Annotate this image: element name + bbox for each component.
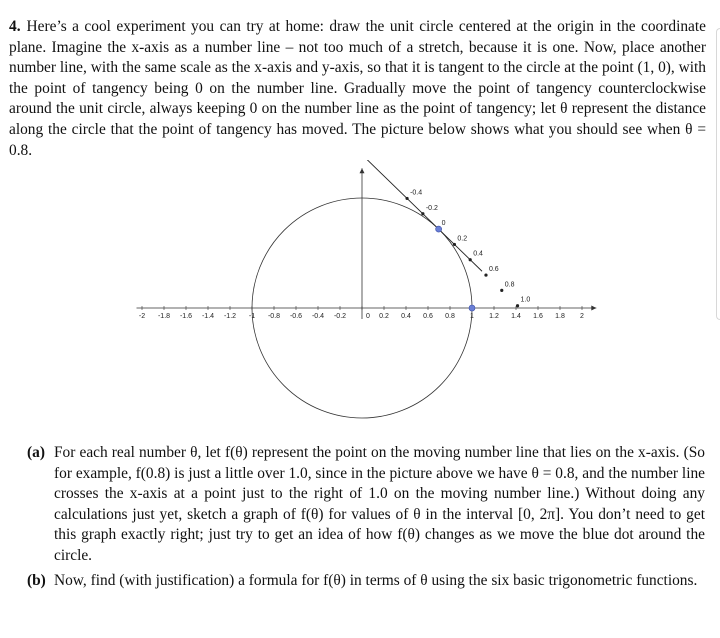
tangent-tick-label: 0.4 bbox=[473, 250, 483, 258]
problem-number: 4. bbox=[9, 18, 21, 35]
x-axis-tick-label: 1.6 bbox=[533, 313, 543, 320]
x-axis-tick-label: -0.8 bbox=[267, 313, 281, 320]
tangent-tick bbox=[421, 212, 424, 215]
part-b-label: (b) bbox=[27, 572, 46, 589]
tangent-tick-label: 1.0 bbox=[520, 296, 531, 304]
y-axis-arrow bbox=[360, 168, 365, 173]
tangent-tick bbox=[484, 273, 487, 276]
tangent-tick bbox=[405, 197, 408, 200]
unit-circle-figure bbox=[125, 160, 615, 440]
x-axis-tick-label: 0 bbox=[366, 313, 370, 320]
x-axis-tick-label: -0.2 bbox=[333, 313, 347, 320]
tangency-point bbox=[436, 226, 442, 232]
part-a-text: For each real number θ, let f(θ) represent the point on the moving number line that lies on the x-axis. (So for example, f(0.8) is just a little over 1.0, since in the picture above we have θ = 0.8, and the number line crosses the x-axis at a point just to the right of 1.0 on the moving number line.) Without doing any calculations just yet, sketch a graph of f(θ) for values of θ in the interval [0, 2π]. You don’t need to get this graph exactly right; just try to get an idea of how f(θ) changes as we move the blue dot around the circle. bbox=[54, 444, 705, 564]
part-a-label: (a) bbox=[27, 444, 45, 461]
x-axis-tick-label: -0.6 bbox=[289, 313, 303, 320]
part-b-text: Now, find (with justification) a formula for f(θ) in terms of θ using the six basic trigonometric functions. bbox=[54, 572, 698, 589]
tangent-tick-label: 0.2 bbox=[457, 235, 468, 243]
x-axis-tick-label: -2 bbox=[138, 313, 146, 320]
blue-points bbox=[436, 226, 475, 311]
part-a bbox=[27, 443, 705, 567]
tangent-tick bbox=[500, 289, 503, 292]
start-point bbox=[469, 305, 475, 311]
x-axis-tick-label: -1 bbox=[248, 313, 256, 320]
tangent-tick bbox=[469, 258, 472, 261]
x-axis-tick-label: -1.4 bbox=[201, 313, 215, 320]
x-axis-tick-label: 2 bbox=[580, 313, 584, 320]
x-axis-tick-label: 1 bbox=[470, 313, 474, 320]
x-axis-arrow bbox=[591, 306, 596, 311]
x-axis-tick-label: 1.2 bbox=[489, 313, 499, 320]
tangent-tick-label: -0.4 bbox=[410, 189, 423, 197]
x-axis-tick-label: 1.4 bbox=[511, 313, 521, 320]
scrollbar-edge bbox=[716, 28, 720, 320]
tangent-tick-label: 0 bbox=[441, 220, 446, 228]
x-axis-tick-label: 0.8 bbox=[445, 313, 455, 320]
part-b bbox=[27, 571, 705, 592]
x-axis-tick-label: -1.8 bbox=[157, 313, 171, 320]
problem-statement bbox=[9, 17, 706, 161]
tangent-tick-label: -0.2 bbox=[425, 204, 438, 212]
tangent-line bbox=[298, 160, 482, 271]
tangent-line-labels bbox=[405, 189, 530, 307]
x-axis-tick-label: -1.2 bbox=[223, 313, 237, 320]
x-axis-tick-label: -0.4 bbox=[311, 313, 325, 320]
x-axis-tick-label: -1.6 bbox=[179, 313, 193, 320]
x-axis-tick-label: 0.2 bbox=[379, 313, 389, 320]
tangent-tick bbox=[516, 304, 519, 307]
tangent-number-line bbox=[298, 160, 482, 271]
x-axis-tick-label: 0.4 bbox=[401, 313, 411, 320]
tangent-tick-label: 0.8 bbox=[504, 281, 515, 289]
x-axis-tick-label: 0.6 bbox=[423, 313, 433, 320]
tangent-tick bbox=[453, 243, 456, 246]
tangent-tick-label: 0.6 bbox=[488, 266, 499, 274]
x-axis-tick-label: 1.8 bbox=[555, 313, 565, 320]
problem-intro: Here’s a cool experiment you can try at home: draw the unit circle centered at the origin in the coordinate plane. Imagine the x-axis as a number line – not too much of a stretch, because it is one. Now, place another number line, with the same scale as the x-axis and y-axis, so that it is tangent to the circle at the point (1, 0), with the point of tangency being 0 on the number line. Gradually move the point of tangency counterclockwise around the unit circle, always keeping 0 on the number line as the point of tangency; let θ represent the distance along the circle that the point of tangency has moved. The picture below shows what you should see when θ = 0.8. bbox=[9, 18, 706, 159]
